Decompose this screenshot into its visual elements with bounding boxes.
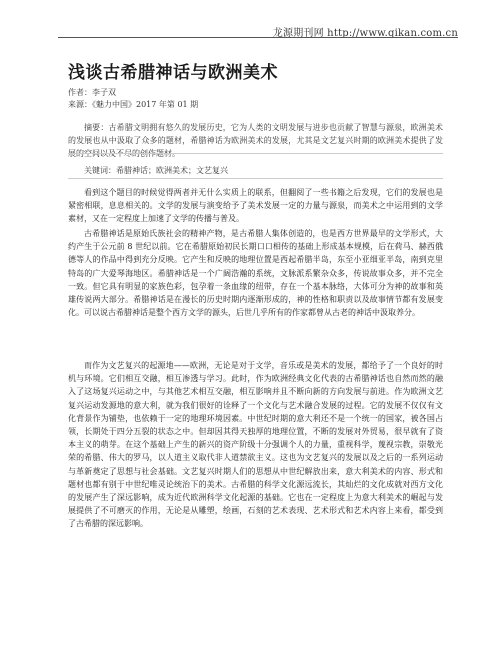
article-abstract: 摘要：古希腊文明拥有悠久的发展历史，它为人类的文明发展与进步也贡献了智慧与源泉，欧洲美术的发展也从中汲取了众多的题材，希腊神话为欧洲美术的发展，尤其是文艺复兴时期的欧洲美术提供了发展的空间以及不尽的创作题材。: [68, 123, 443, 158]
article-source: 来源：《魅力中国》2017 年第 01 期: [68, 100, 199, 109]
header-site-name: 龙源期刊网 http://www.qikan.com.cn: [272, 28, 458, 39]
body-paragraph-3: 而作为文艺复兴的起源地——欧洲，无论是对于文学，音乐或是美术的发展，都给予了一个良好的时机与环境。它们相互交融，相互渗透与学习。此时，作为欧洲经典文化代表的古希腊神话也自然而然的融入了这场复兴运动之中，与其他艺术相互交融，相互影响并且不断向新的方向发展与前进。作为欧洲文艺复兴运动发源地的意大利，就为我们很好的诠释了一个文化与艺术融合发展的过程。它的发展不仅仅有文化背景作为铺垫，也依赖于一定的地理环境因素。中世纪时期的意大利还不是一个统一的国家，被各国占领，长期处于四分五裂的状态之中。但却因其得天独厚的地理位置，不断的发展对外贸易，很早就有了资本主义的萌芽。在这个基础上产生的新兴的资产阶级十分强调个人的力量，重视科学，蔑视宗教，崇敬光荣的希腊、伟大的罗马，以人道主义取代非人道禁欲主义。这也为文艺复兴的发展以及之后的一系列运动与革新奠定了思想与社会基础。文艺复兴时期人们的思想从中世纪解放出来，意大利美术的内容、形式和题材也都有别于中世纪唯灵论统治下的美术。古希腊的科学文化源远流长，其灿烂的文化成就对西方文化的发展产生了深远影响，成为近代欧洲科学文化起源的基础。它也在一定程度上为意大利美术的崛起与发展提供了不可磨灭的作用，无论是从雕塑，绘画，石刻的艺术表现、艺术形式和艺术内容上来看，都受到了古希腊的深远影响。: [68, 361, 443, 529]
abstract-divider: [68, 153, 443, 154]
body-paragraph-2: 古希腊神话是原始氏族社会的精神产物，是古希腊人集体创造的，也是西方世界最早的文学形式，大约产生于公元前 8 世纪以前。它在希腊原始初民长期口口相传的基础上形成基本规模，后在荷马、赫西俄德等人的作品中得到充分反映。它产生和反映的地理位置是西起希腊半岛，东至小亚细亚半岛，南到克里特岛的广大爱琴海地区。希腊神话是一个广阔浩瀚的系统，文脉派系繁杂众多，传说故事众多，并不完全一致。但它具有明显的家族色彩，包孕着一条血缘的纽带，存在一个基本脉络，大体可分为神的故事和英雄传说两大部分。希腊神话是在漫长的历史时期内逐渐形成的，神的性格和职责以及故事情节都有发展变化。可以说古希腊神话是整个西方文学的源头，后世几乎所有的作家都曾从古老的神话中汲取养分。: [68, 229, 443, 318]
article-keywords: 关键词：希腊神话；欧洲美术；文艺复兴: [84, 166, 228, 175]
article-author: 作者：李子双: [68, 88, 116, 97]
body-paragraph-1: 看到这个题目的时候觉得两者并无什么实质上的联系，但翻阅了一些书籍之后发现，它们的发展也是紧密相联，息息相关的。文学的发展与演变给予了美术发展一定的力量与源泉，而美术之中运用到的文学素材，又在一定程度上加速了文学的传播与普及。: [68, 188, 443, 224]
header-divider: [58, 37, 458, 38]
article-title: 浅谈古希腊神话与欧洲美术: [68, 63, 278, 83]
keywords-divider: [68, 178, 443, 179]
